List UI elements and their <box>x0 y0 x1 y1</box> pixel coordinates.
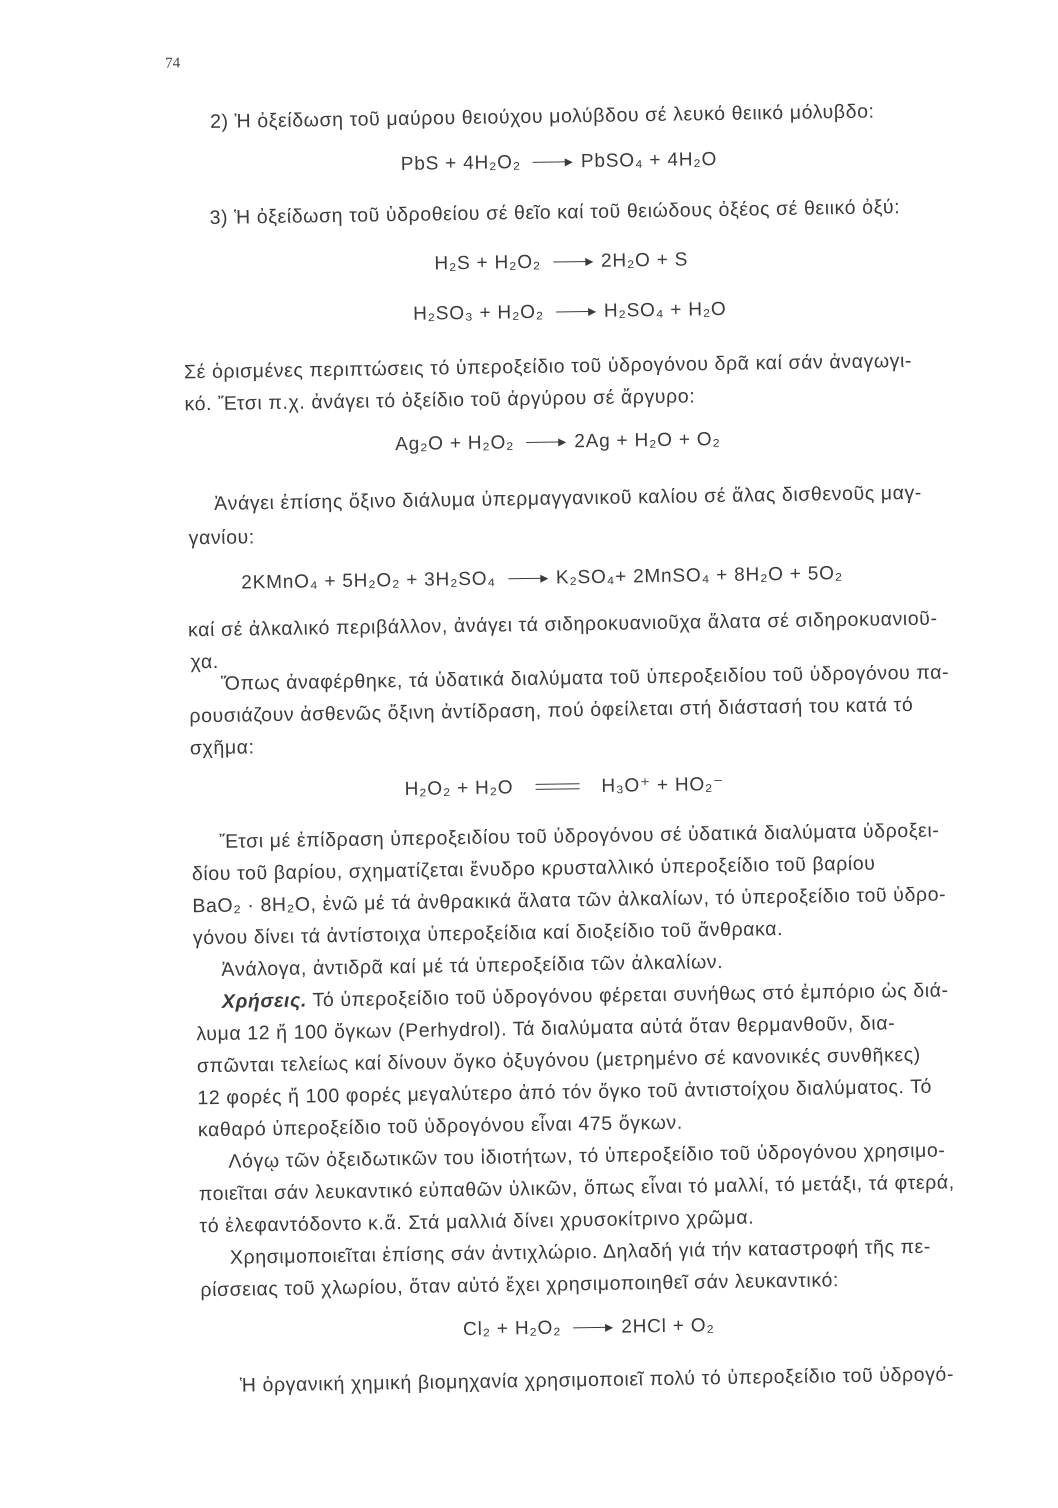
reaction-arrow-icon <box>573 1327 611 1329</box>
equation-right: 2Ag + H₂O + O₂ <box>574 428 721 453</box>
text-line: Λόγῳ τῶν ὀξειδωτικῶν του ἰδιοτήτων, τό ὑπεροξείδιο τοῦ ὑδρογόνου χρησιμο- <box>228 1139 946 1173</box>
reaction-arrow-icon <box>556 311 594 313</box>
text-line <box>222 979 949 1013</box>
text-line: καί σέ ἀλκαλικό περιβάλλον, ἀνάγει τά σιδηροκυανιοῦχα ἅλατα σέ σιδηροκυανιοῦ- <box>187 607 938 642</box>
text-line: σπῶνται τελείως καί δίνουν ὄγκο ὀξυγόνου (μετρημένο σέ κανονικές συνθῆκες) <box>196 1043 921 1078</box>
text-line: λυμα 12 ἤ 100 ὄγκων (Perhydrol). Τά διαλύματα αὐτά ὅταν θερμανθοῦν, δια- <box>196 1012 896 1046</box>
equation-right: 2H₂O + S <box>600 249 689 272</box>
text-line: 3) Ἡ ὀξείδωση τοῦ ὑδροθείου σέ θεῖο καί τοῦ θειώδους ὀξέος σέ θειικό ὀξύ: <box>209 196 901 229</box>
reaction-arrow-icon <box>508 578 546 580</box>
barium-peroxide-formula: BaO₂ · 8H₂O, <box>192 893 317 918</box>
text-line: γόνου δίνει τά ἀντίστοιχα ὑπεροξείδια καί διοξείδιο τοῦ ἄνθρακα. <box>192 918 784 950</box>
text-line: Ἡ ὀργανική χημική βιομηχανία χρησιμοποιεῖ πολύ τό ὑπεροξείδιο τοῦ ὑδρογό- <box>239 1363 955 1397</box>
equation-chlorine <box>463 1315 715 1341</box>
text-line: σχῆμα: <box>189 736 255 760</box>
text-line-rest: Τό ὑπεροξείδιο τοῦ ὑδρογόνου φέρεται συνήθως στό ἐμπόριο ὡς διά- <box>306 979 949 1012</box>
text-line: Ἀνάλογα, ἀντιδρᾶ καί μέ τά ὑπεροξείδια τῶν ἀλκαλίων. <box>221 950 724 981</box>
equation-right: PbSO₄ + 4H₂O <box>580 148 718 173</box>
text-line: τό ἐλεφαντόδοντο κ.ἄ. Στά μαλλιά δίνει χρυσοκίτρινο χρῶμα. <box>199 1206 755 1238</box>
text-line: ποιεῖται σάν λευκαντικό εὐπαθῶν ὑλικῶν, ὅπως εἶναι τό μαλλί, τό μετάξι, τά φτερά, <box>198 1171 955 1206</box>
text-line: 2) Ἡ ὀξείδωση τοῦ μαύρου θειούχου μολύβδου σέ λευκό θειικό μόλυβδο: <box>209 100 875 133</box>
equation-left: H₂S + H₂O₂ <box>434 251 542 275</box>
text-line: 12 φορές ἤ 100 φορές μεγαλύτερο ἀπό τόν ὄγκο τοῦ ἀντιστοίχου διαλύματος. Τό <box>197 1075 933 1110</box>
text-line: Σέ ὁρισμένες περιπτώσεις τό ὑπεροξείδιο τοῦ ὑδρογόνου δρᾶ καί σάν ἀναγωγι- <box>183 349 913 384</box>
text-line: καθαρό ὑπεροξείδιο τοῦ ὑδρογόνου εἶναι 475 ὄγκων. <box>197 1111 683 1142</box>
equilibrium-arrows-icon <box>535 782 579 793</box>
equation-lead-sulfide <box>401 149 718 176</box>
equation-right: K₂SO₄+ 2MnSO₄ + 8H₂O + 5O₂ <box>555 563 844 589</box>
text-line: Χρησιμοποιεῖται ἐπίσης σάν ἀντιχλώριο. Δηλαδή γιά τήν καταστροφή τῆς πε- <box>229 1235 932 1269</box>
text-line: ρίσσειας τοῦ χλωρίου, ὅταν αὐτό ἔχει χρησιμοποιηθεῖ σάν λευκαντικό: <box>200 1269 840 1302</box>
text-line: ρουσιάζουν ἀσθενῶς ὄξινη ἀντίδραση, πού ὀφείλεται στή διάστασή του κατά τό <box>189 693 914 728</box>
equation-hydrogen-sulfide <box>434 249 688 275</box>
text-line-rest: ἐνῶ μέ τά ἀνθρακικά ἅλατα τῶν ἀλκαλίων, τό ὑπεροξείδιο τοῦ ὑδρο- <box>316 883 947 916</box>
page-number: 74 <box>165 55 181 72</box>
equation-right: H₂SO₄ + H₂O <box>603 298 727 322</box>
text-line: δίου τοῦ βαρίου, σχηματίζεται ἔνυδρο κρυσταλλικό ὑπεροξείδιο τοῦ βαρίου <box>191 852 876 886</box>
reaction-arrow-icon <box>533 162 571 164</box>
equation-left: PbS + 4H₂O₂ <box>400 152 522 175</box>
reaction-arrow-icon <box>553 261 591 263</box>
equation-left: 2KMnO₄ + 5H₂O₂ + 3H₂SO₄ <box>241 568 497 594</box>
text-line: κό. Ἔτσι π.χ. ἀνάγει τό ὀξείδιο τοῦ ἀργύρου σέ ἄργυρο: <box>184 385 696 416</box>
equation-silver-oxide <box>395 429 721 456</box>
text-line: Ὅπως ἀναφέρθηκε, τά ὑδατικά διαλύματα τοῦ ὑπεροξειδίου τοῦ ὑδρογόνου πα- <box>220 661 950 695</box>
text-line: Ἔτσι μέ ἐπίδραση ὑπεροξειδίου τοῦ ὑδρογόνου σέ ὑδατικά διαλύματα ὑδροξει- <box>219 819 940 853</box>
equation-right: 2HCl + O₂ <box>621 1315 715 1338</box>
text-line: γανίου: <box>188 526 256 550</box>
equation-permanganate <box>241 563 843 594</box>
equation-right: H₃O⁺ + HO₂⁻ <box>601 773 725 797</box>
reaction-arrow-icon <box>526 442 564 444</box>
equation-left: Cl₂ + H₂O₂ <box>462 1317 562 1341</box>
section-heading-uses: Χρήσεις. <box>221 989 308 1013</box>
equation-left: H₂O₂ + H₂O <box>404 777 514 800</box>
text-line: Ἀνάγει ἐπίσης ὄξινο διάλυμα ὑπερμαγγανικοῦ καλίου σέ ἅλας δισθενοῦς μαγ- <box>213 481 923 515</box>
text-line: χα. <box>190 650 219 674</box>
equation-left: Ag₂O + H₂O₂ <box>395 432 515 456</box>
text-line <box>192 883 946 918</box>
equation-dissociation <box>404 773 724 801</box>
equation-sulfurous-acid <box>413 299 727 326</box>
equation-left: H₂SO₃ + H₂O₂ <box>412 301 545 325</box>
